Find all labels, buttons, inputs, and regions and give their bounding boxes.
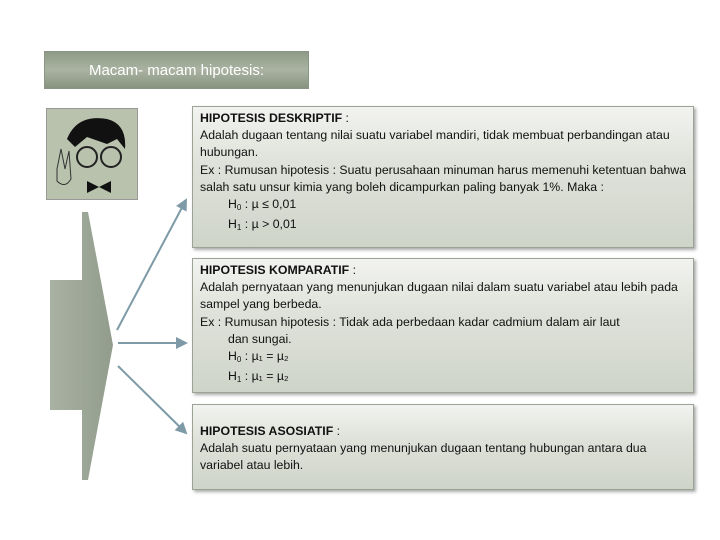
colon: : [342, 111, 349, 125]
example-cont: dan sungai. [228, 331, 292, 346]
box-hipotesis-deskriptif [192, 106, 694, 248]
box-heading: HIPOTESIS KOMPARATIF [200, 263, 350, 277]
arrow-to-deskriptif [117, 200, 186, 330]
chevron-shape [50, 212, 113, 480]
colon: : [333, 424, 341, 438]
definition: Adalah pernyataan yang menunjukan dugaan nilai dalam suatu variabel atau lebih pada sampel yang berbeda. [200, 280, 678, 312]
box-hipotesis-komparatif [192, 258, 694, 393]
example: Ex : Rumusan hipotesis : Tidak ada perbedaan kadar cadmium dalam air laut [200, 314, 620, 329]
colon: : [349, 263, 357, 277]
box-hipotesis-asosiatif [192, 404, 694, 490]
definition: Adalah suatu pernyataan yang menunjukan dugaan tentang hubungan antara dua variabel atau lebih. [200, 441, 647, 473]
box-heading: HIPOTESIS ASOSIATIF [200, 424, 334, 438]
example: Ex : Rumusan hipotesis : Suatu perusahaan minuman harus memenuhi ketentuan bahwa salah satu unsur kimia yang boleh dicampurkan paling banyak 1%. Maka : [200, 162, 687, 194]
h0: $H_0$ : µ₁ = µ₂ [228, 349, 289, 365]
h1: $H_1$ : µ > 0,01 [228, 217, 297, 233]
h0: $H_0$ : µ ≤ 0,01 [228, 197, 297, 213]
slide-title: Macam- macam hipotesis: [44, 51, 309, 89]
h1: $H_1$ : µ₁ = µ₂ [228, 369, 289, 385]
box-heading: HIPOTESIS DESKRIPTIF [200, 111, 343, 125]
definition: Adalah dugaan tentang nilai suatu variabel mandiri, tidak membuat perbandingan atau hubungan. [200, 128, 670, 160]
arrow-to-asosiatif [118, 366, 186, 433]
